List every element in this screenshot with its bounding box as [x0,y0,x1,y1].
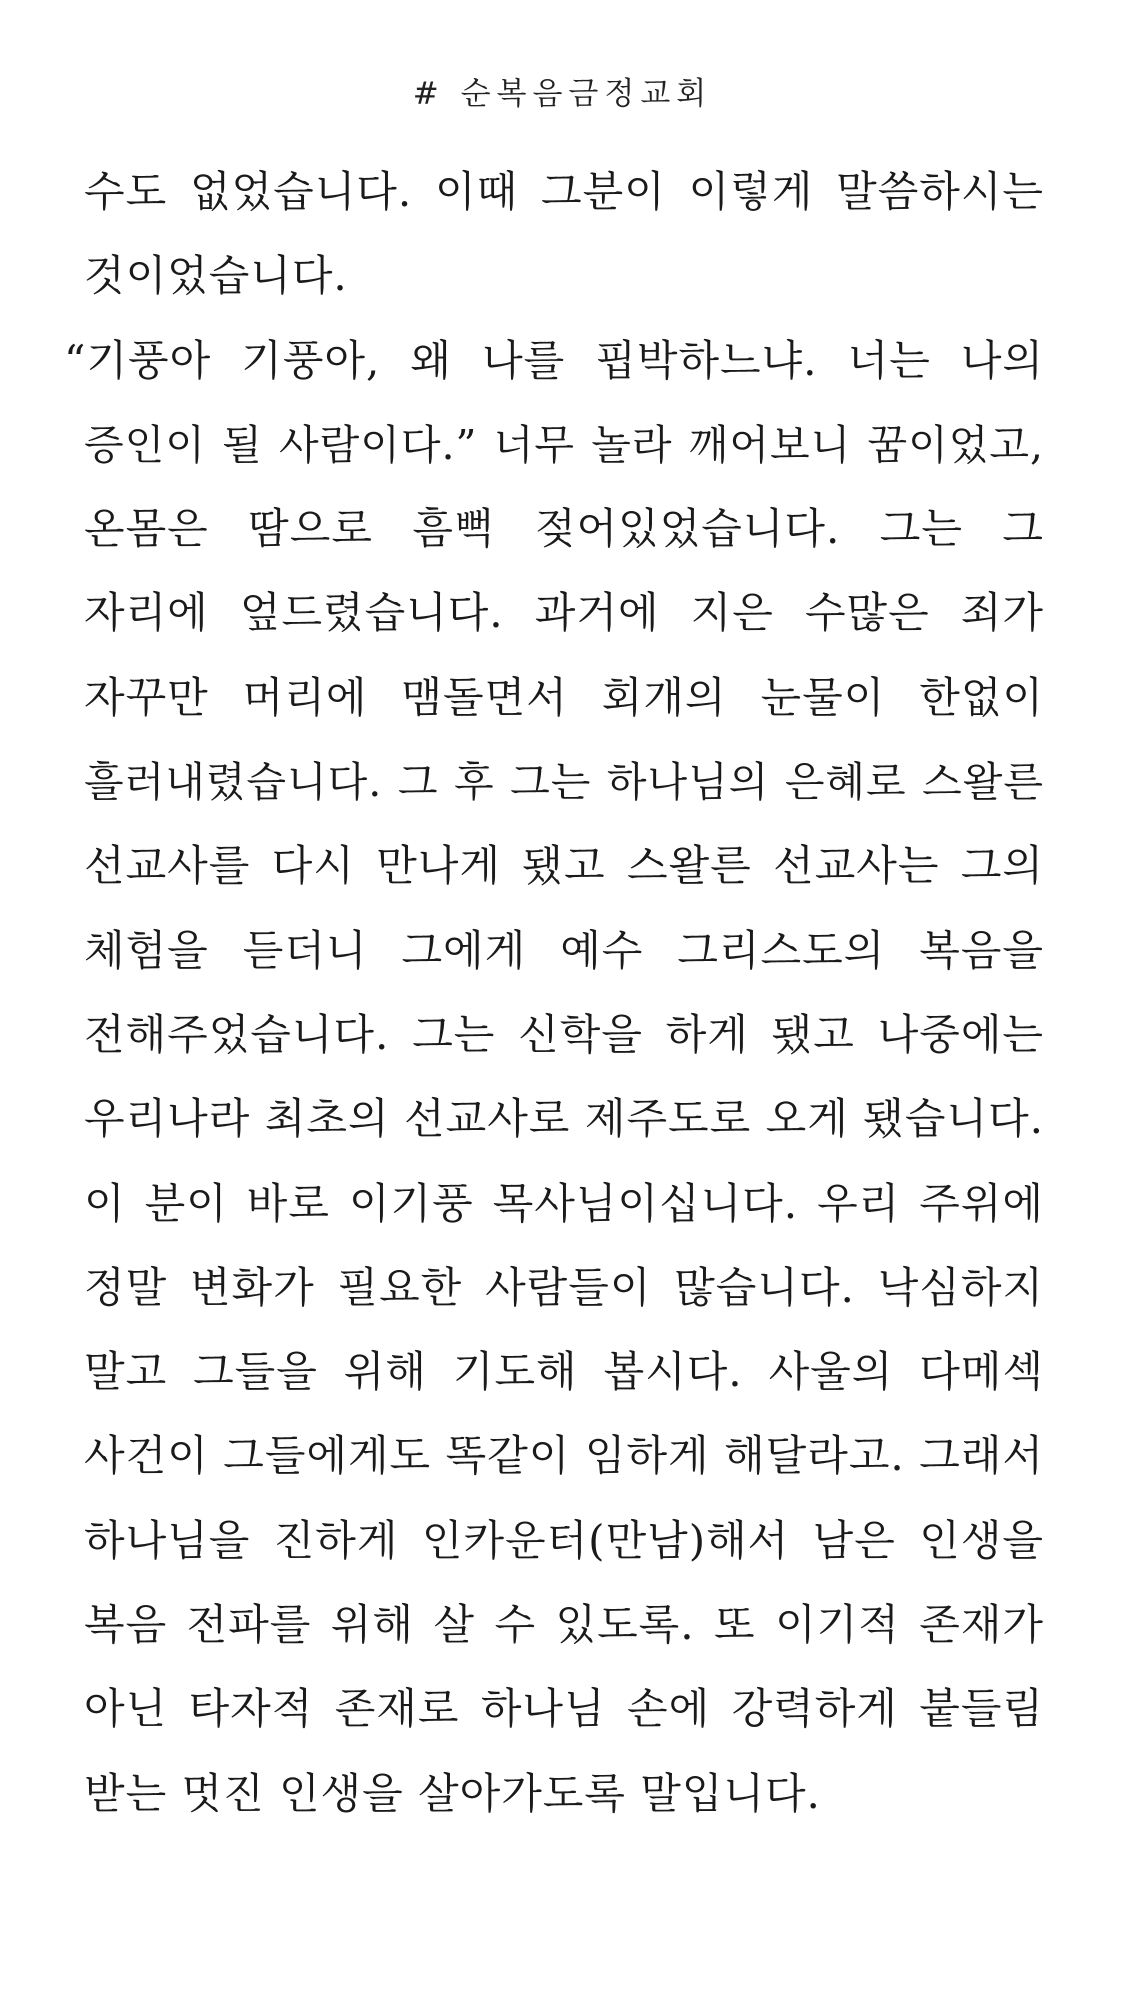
text-line: 하나님을 진하게 인카운터(만남)해서 남은 인생을 [84,1515,1044,1565]
text-line: 말고 그들을 위해 기도해 봅시다. 사울의 다메섹 [84,1347,1044,1397]
text-line: “기풍아 기풍아, 왜 나를 핍박하느냐. 너는 나의 [64,335,1044,385]
text-line: 수도 없었습니다. 이때 그분이 이렇게 말씀하시는 [84,167,1044,216]
text-line: 자꾸만 머리에 맴돌면서 회개의 눈물이 한없이 [84,672,1044,722]
text-line: 정말 변화가 필요한 사람들이 많습니다. 낙심하지 [84,1262,1044,1312]
text-line: 우리나라 최초의 선교사로 제주도로 오게 됐습니다. [84,1094,1044,1144]
text-line: 사건이 그들에게도 똑같이 임하게 해달라고. 그래서 [84,1431,1044,1481]
text-line: 체험을 듣더니 그에게 예수 그리스도의 복음을 [84,925,1044,975]
text-line: 자리에 엎드렸습니다. 과거에 지은 수많은 죄가 [84,588,1044,638]
page-header: # 순복음금정교회 [412,76,713,112]
text-line: 흘러내렸습니다. 그 후 그는 하나님의 은혜로 스왈른 [84,758,1044,807]
text-line: 것이었습니다. [84,251,348,301]
text-line: 받는 멋진 인생을 살아가도록 말입니다. [84,1768,821,1818]
text-line: 선교사를 다시 만나게 됐고 스왈른 선교사는 그의 [84,841,1044,891]
text-line: 아닌 타자적 존재로 하나님 손에 강력하게 붙들림 [84,1684,1044,1734]
text-line: 이 분이 바로 이기풍 목사님이십니다. 우리 주위에 [84,1178,1044,1228]
text-line: 전해주었습니다. 그는 신학을 하게 됐고 나중에는 [84,1009,1044,1059]
text-line: 복음 전파를 위해 살 수 있도록. 또 이기적 존재가 [84,1600,1044,1650]
body-text [64,150,1044,1836]
text-line: 증인이 될 사람이다.” 너무 놀라 깨어보니 꿈이었고, [84,420,1044,469]
text-line: 온몸은 땀으로 흠뻑 젖어있었습니다. 그는 그 [84,504,1044,554]
